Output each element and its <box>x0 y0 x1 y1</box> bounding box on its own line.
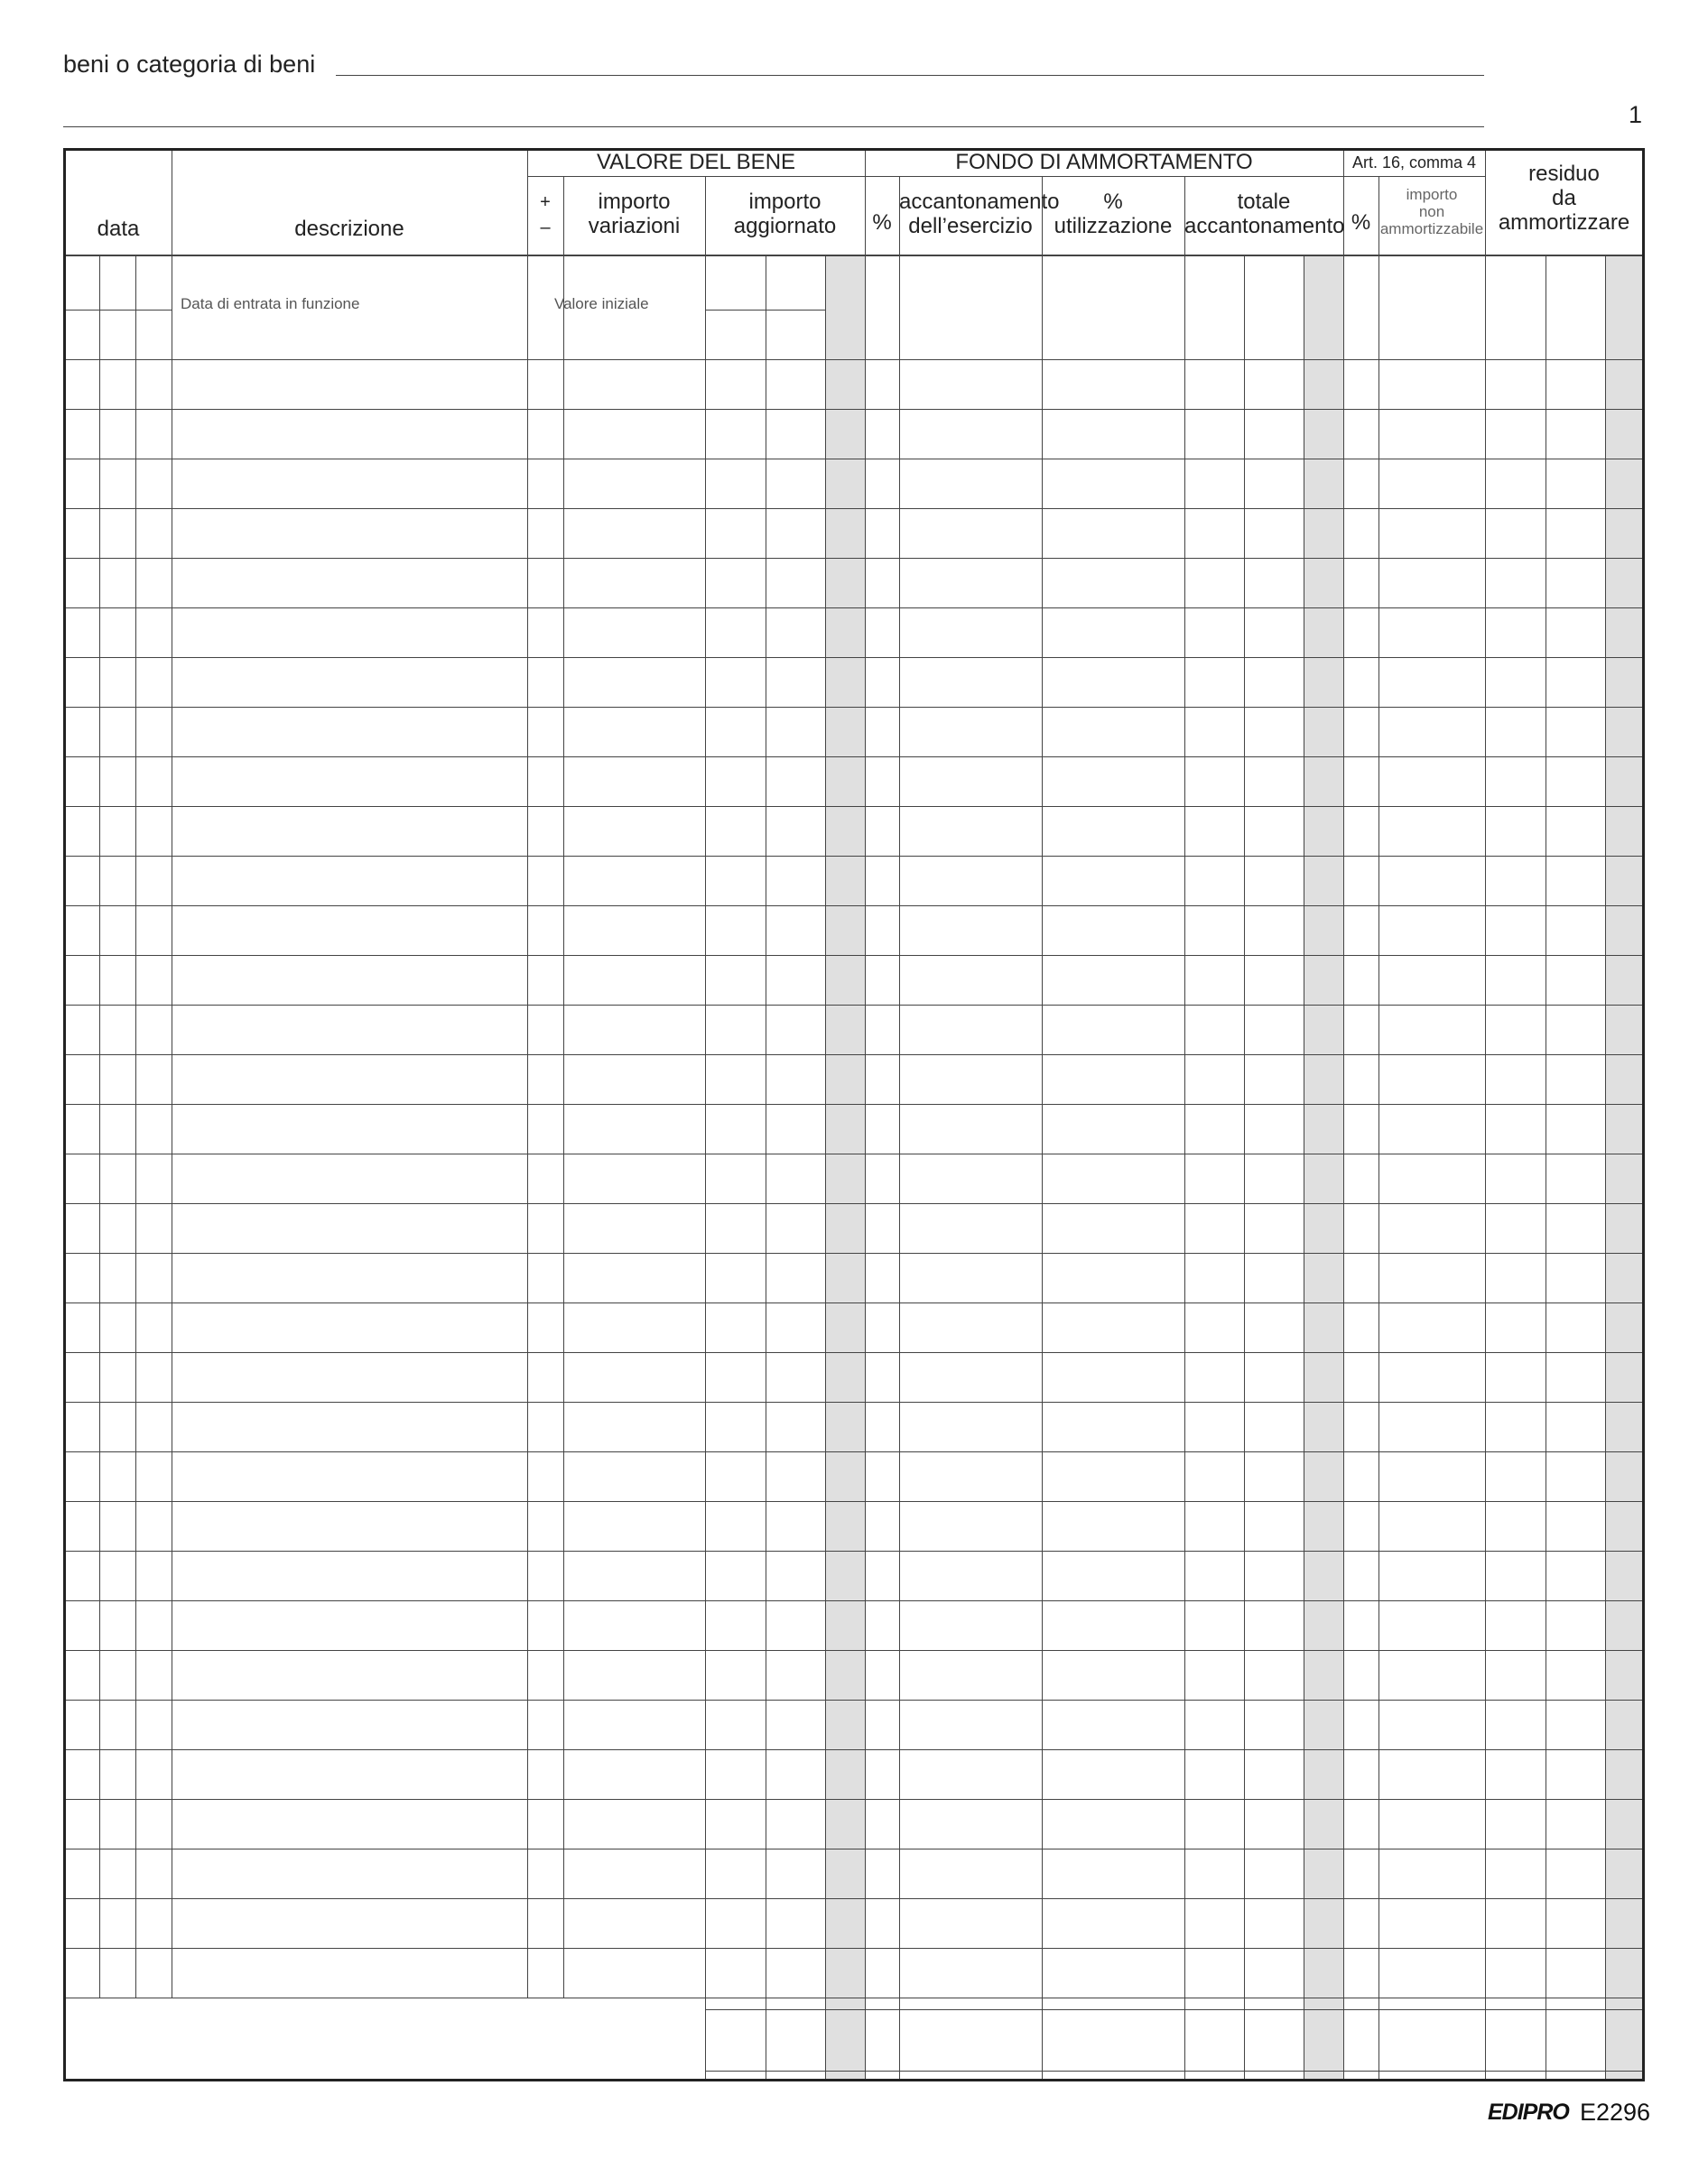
col-sign-minus: – <box>540 218 551 237</box>
group-valore-del-bene: VALORE DEL BENE <box>596 150 796 174</box>
form-code: E2296 <box>1580 2099 1651 2126</box>
category-input-line[interactable] <box>336 75 1484 76</box>
category-label: beni o categoria di beni <box>63 51 316 78</box>
col-utilizzazione: % utilizzazione <box>1054 190 1173 238</box>
col-pct-art: % <box>1351 210 1371 235</box>
page-number: 1 <box>1629 101 1643 128</box>
group-fondo-ammortamento: FONDO DI AMMORTAMENTO <box>955 150 1253 174</box>
col-accantonamento-esercizio: accantonamento dell’esercizio <box>899 190 1060 238</box>
col-importo-aggiornato: importo aggiornato <box>733 190 837 238</box>
col-descrizione: descrizione <box>294 217 404 241</box>
col-sign-plus: + <box>540 192 551 212</box>
col-importo-variazioni: importo variazioni <box>588 190 681 238</box>
table-frame <box>63 148 1645 2081</box>
hint-data-entrata-funzione: Data di entrata in funzione <box>181 295 360 312</box>
col-pct: % <box>872 210 892 235</box>
edipro-logo: EDIPRO <box>1488 2100 1569 2125</box>
col-residuo-da-ammortizzare: residuo da ammortizzare <box>1498 162 1630 235</box>
category-second-line[interactable] <box>63 126 1484 127</box>
col-importo-non-ammortizzabile: importo non ammortizzabile <box>1379 186 1484 238</box>
col-totale-accantonamento: totale accantonamento <box>1184 190 1345 238</box>
col-data: data <box>97 217 140 241</box>
hint-valore-iniziale: Valore iniziale <box>554 295 649 312</box>
group-art-16-comma-4: Art. 16, comma 4 <box>1351 153 1477 172</box>
